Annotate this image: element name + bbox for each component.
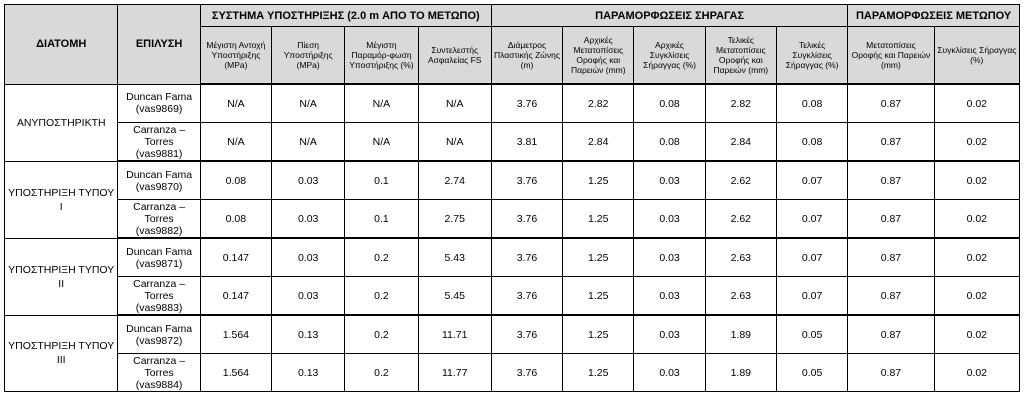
value-cell: 0.05 [776, 354, 847, 392]
value-cell: 3.81 [491, 123, 562, 162]
value-cell: 0.08 [634, 123, 705, 162]
header-column: Μετατοπίσεις Οροφής και Παρειών (mm) [848, 27, 934, 85]
value-cell: 0.03 [634, 200, 705, 239]
value-cell: 11.71 [418, 315, 491, 354]
value-cell: 0.02 [934, 277, 1019, 316]
value-cell: N/A [345, 123, 418, 162]
value-cell: N/A [272, 84, 345, 123]
value-cell: N/A [418, 84, 491, 123]
value-cell: 0.2 [345, 238, 418, 277]
value-cell: 0.1 [345, 200, 418, 239]
value-cell: 0.02 [934, 84, 1019, 123]
value-cell: 2.82 [705, 84, 776, 123]
value-cell: 0.02 [934, 315, 1019, 354]
value-cell: 1.564 [200, 315, 271, 354]
value-cell: N/A [200, 123, 271, 162]
value-cell: 11.77 [418, 354, 491, 392]
value-cell: 0.08 [200, 161, 271, 200]
value-cell: 0.87 [848, 200, 934, 239]
value-cell: 3.76 [491, 277, 562, 316]
header-support-group: ΣΥΣΤΗΜΑ ΥΠΟΣΤΗΡΙΞΗΣ (2.0 m ΑΠΟ ΤΟ ΜΕΤΩΠΟ) [200, 5, 491, 27]
section-cell: ΑΝΥΠΟΣΤΗΡΙΚΤΗ [5, 84, 118, 161]
method-cell: Carranza – Torres (vas9883) [118, 277, 200, 316]
value-cell: 0.03 [634, 277, 705, 316]
value-cell: 3.76 [491, 315, 562, 354]
header-column: Μέγιστη Αντοχή Υποστήριξης (MPa) [200, 27, 271, 85]
header-column: Συντελεστής Ασφαλείας FS [418, 27, 491, 85]
value-cell: 0.87 [848, 84, 934, 123]
value-cell: 2.82 [563, 84, 634, 123]
value-cell: 0.07 [776, 161, 847, 200]
value-cell: 0.08 [776, 123, 847, 162]
table-row [5, 161, 1020, 200]
value-cell: 3.76 [491, 161, 562, 200]
value-cell: 0.07 [776, 238, 847, 277]
value-cell: 1.25 [563, 200, 634, 239]
value-cell: 0.03 [272, 161, 345, 200]
method-cell: Duncan Fama (vas9870) [118, 161, 200, 200]
value-cell: 0.03 [272, 238, 345, 277]
value-cell: 0.147 [200, 238, 271, 277]
value-cell: 3.76 [491, 354, 562, 392]
value-cell: 0.07 [776, 200, 847, 239]
value-cell: 0.02 [934, 238, 1019, 277]
header-column: Μέγιστη Παραμόρ-φωση Υποστήριξης (%) [345, 27, 418, 85]
value-cell: 2.84 [563, 123, 634, 162]
value-cell: N/A [345, 84, 418, 123]
header-face-group: ΠΑΡΑΜΟΡΦΩΣΕΙΣ ΜΕΤΩΠΟΥ [848, 5, 1020, 27]
value-cell: 1.25 [563, 315, 634, 354]
value-cell: 0.02 [934, 161, 1019, 200]
value-cell: 2.63 [705, 277, 776, 316]
value-cell: N/A [272, 123, 345, 162]
value-cell: 0.87 [848, 315, 934, 354]
value-cell: 0.03 [272, 277, 345, 316]
value-cell: 1.564 [200, 354, 271, 392]
value-cell: 0.2 [345, 315, 418, 354]
value-cell: 3.76 [491, 200, 562, 239]
value-cell: 0.87 [848, 161, 934, 200]
value-cell: 5.43 [418, 238, 491, 277]
value-cell: N/A [200, 84, 271, 123]
value-cell: 0.87 [848, 123, 934, 162]
value-cell: 0.07 [776, 277, 847, 316]
value-cell: 3.76 [491, 238, 562, 277]
results-table [4, 4, 1020, 392]
value-cell: 0.147 [200, 277, 271, 316]
table-row [5, 84, 1020, 123]
header-column: Τελικές Συγκλίσεις Σήραγγας (%) [776, 27, 847, 85]
header-column: Διάμετρος Πλαστικής Ζώνης (m) [491, 27, 562, 85]
value-cell: 0.08 [634, 84, 705, 123]
value-cell: 0.1 [345, 161, 418, 200]
table-row [5, 123, 1020, 162]
value-cell: 1.25 [563, 238, 634, 277]
method-cell: Duncan Fama (vas9872) [118, 315, 200, 354]
value-cell: 3.76 [491, 84, 562, 123]
value-cell: 0.02 [934, 123, 1019, 162]
table-row [5, 200, 1020, 239]
value-cell: 2.63 [705, 238, 776, 277]
value-cell: 0.05 [776, 315, 847, 354]
header-column: Τελικές Μετατοπίσεις Οροφής και Παρειών (mm) [705, 27, 776, 85]
value-cell: 0.03 [634, 238, 705, 277]
table-row [5, 354, 1020, 392]
value-cell: 0.13 [272, 354, 345, 392]
header-column: Αρχικές Μετατοπίσεις Οροφής και Παρειών (mm) [563, 27, 634, 85]
method-cell: Duncan Fama (vas9871) [118, 238, 200, 277]
method-cell: Carranza – Torres (vas9884) [118, 354, 200, 392]
value-cell: 1.25 [563, 354, 634, 392]
value-cell: 2.62 [705, 161, 776, 200]
header-section: ΔΙΑΤΟΜΗ [5, 5, 118, 85]
value-cell: 0.87 [848, 238, 934, 277]
value-cell: 0.13 [272, 315, 345, 354]
method-cell: Carranza – Torres (vas9881) [118, 123, 200, 162]
value-cell: 1.25 [563, 277, 634, 316]
value-cell: 2.74 [418, 161, 491, 200]
value-cell: 0.08 [200, 200, 271, 239]
value-cell: 0.02 [934, 200, 1019, 239]
value-cell: 2.75 [418, 200, 491, 239]
table-row [5, 315, 1020, 354]
header-column: Αρχικές Συγκλίσεις Σήραγγας (%) [634, 27, 705, 85]
value-cell: N/A [418, 123, 491, 162]
value-cell: 1.89 [705, 354, 776, 392]
section-cell: ΥΠΟΣΤΗΡΙΞΗ ΤΥΠΟΥ ΙΙΙ [5, 315, 118, 392]
value-cell: 0.03 [634, 161, 705, 200]
value-cell: 0.2 [345, 277, 418, 316]
value-cell: 0.08 [776, 84, 847, 123]
value-cell: 0.02 [934, 354, 1019, 392]
value-cell: 1.89 [705, 315, 776, 354]
header-column: Πίεση Υποστήριξης (MPa) [272, 27, 345, 85]
value-cell: 5.45 [418, 277, 491, 316]
header-column: Συγκλίσεις Σήραγγας (%) [934, 27, 1019, 85]
value-cell: 0.03 [272, 200, 345, 239]
header-tunnel-group: ΠΑΡΑΜΟΡΦΩΣΕΙΣ ΣΗΡΑΓΑΣ [491, 5, 847, 27]
header-method: ΕΠΙΛΥΣΗ [118, 5, 200, 85]
value-cell: 0.2 [345, 354, 418, 392]
value-cell: 0.87 [848, 354, 934, 392]
value-cell: 2.84 [705, 123, 776, 162]
section-cell: ΥΠΟΣΤΗΡΙΞΗ ΤΥΠΟΥ ΙΙ [5, 238, 118, 315]
value-cell: 1.25 [563, 161, 634, 200]
method-cell: Carranza – Torres (vas9882) [118, 200, 200, 239]
value-cell: 2.62 [705, 200, 776, 239]
table-row [5, 238, 1020, 277]
value-cell: 0.03 [634, 315, 705, 354]
value-cell: 0.03 [634, 354, 705, 392]
section-cell: ΥΠΟΣΤΗΡΙΞΗ ΤΥΠΟΥ Ι [5, 161, 118, 238]
method-cell: Duncan Fama (vas9869) [118, 84, 200, 123]
table-row [5, 277, 1020, 316]
value-cell: 0.87 [848, 277, 934, 316]
